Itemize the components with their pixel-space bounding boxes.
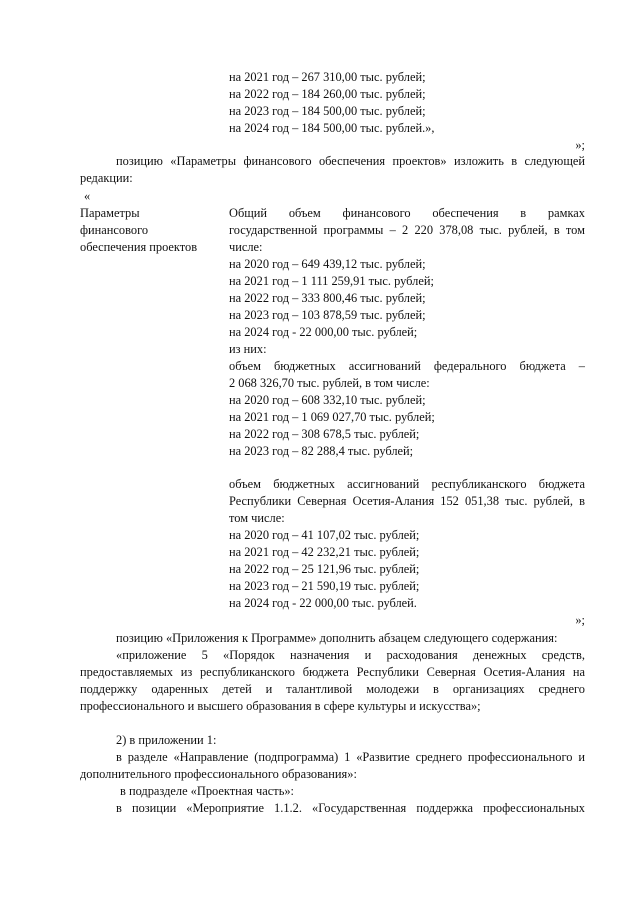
table-text-line: на 2024 год - 22 000,00 тыс. рублей. [229, 596, 417, 610]
razdel-line: в разделе «Направление (подпрограмма) 1 «Развитие среднего профессионального и [116, 750, 585, 764]
table-text-line: на 2020 год – 41 107,02 тыс. рублей; [229, 528, 420, 542]
table-text-line: том числе: [229, 511, 285, 525]
table-text-line: на 2020 год – 608 332,10 тыс. рублей; [229, 393, 426, 407]
table-text-line: на 2023 год – 103 878,59 тыс. рублей; [229, 308, 426, 322]
table-label-line: финансового [80, 223, 149, 237]
table-text-line: на 2022 год – 25 121,96 тыс. рублей; [229, 562, 420, 576]
top-list-item: на 2023 год – 184 500,00 тыс. рублей; [229, 104, 426, 118]
top-list-item: на 2021 год – 267 310,00 тыс. рублей; [229, 70, 426, 84]
table-text-line: государственной программы – 2 220 378,08 тыс. рублей, в том [229, 223, 585, 237]
table-text-line: объем бюджетных ассигнований республиканского бюджета [229, 477, 585, 491]
table-text-line: на 2023 год – 82 288,4 тыс. рублей; [229, 444, 414, 458]
paragraph-pozitsiya-2: позицию «Приложения к Программе» дополнить абзацем следующего содержания: [116, 631, 558, 645]
table-text-line: на 2022 год – 333 800,46 тыс. рублей; [229, 291, 426, 305]
table-text-line: 2 068 326,70 тыс. рублей, в том числе: [229, 376, 430, 390]
table-text-line: на 2022 год – 308 678,5 тыс. рублей; [229, 427, 420, 441]
razdel-line: дополнительного профессионального образования»: [80, 767, 357, 781]
appendix-line: профессионального и высшего образования в сфере культуры и искусства»; [80, 699, 481, 713]
table-text-line: на 2021 год – 1 069 027,70 тыс. рублей; [229, 410, 435, 424]
table-label-line: Параметры [80, 206, 140, 220]
appendix-line: поддержку одаренных детей и талантливой молодежи в организациях среднего [80, 682, 585, 696]
closing-quote: »; [575, 138, 585, 152]
table-text-line: числе: [229, 240, 263, 254]
item-2-heading: 2) в приложении 1: [116, 733, 217, 747]
paragraph-pozitsiya-1-cont: редакции: [80, 171, 133, 185]
table-text-line: Республики Северная Осетия-Алания 152 051,38 тыс. рублей, в [229, 494, 585, 508]
top-list-item: на 2022 год – 184 260,00 тыс. рублей; [229, 87, 426, 101]
top-list-item: на 2024 год – 184 500,00 тыс. рублей.», [229, 121, 435, 135]
appendix-line: предоставляемых из республиканского бюджета Республики Северная Осетия-Алания на [80, 665, 585, 679]
table-text-line: на 2021 год – 42 232,21 тыс. рублей; [229, 545, 420, 559]
table-text-line: Общий объем финансового обеспечения в рамках [229, 206, 585, 220]
table-label-line: обеспечения проектов [80, 240, 198, 254]
appendix-line: «приложение 5 «Порядок назначения и расходования денежных средств, [116, 648, 585, 662]
table-text-line: объем бюджетных ассигнований федерального бюджета – [229, 359, 585, 373]
table-text-line: на 2024 год - 22 000,00 тыс. рублей; [229, 325, 418, 339]
table-text-line: из них: [229, 342, 267, 356]
podrazdel-line: в подразделе «Проектная часть»: [120, 784, 294, 798]
closing-quote: »; [575, 613, 585, 627]
open-quote: « [84, 189, 91, 203]
pozitsii-line: в позиции «Мероприятие 1.1.2. «Государственная поддержка профессиональных [116, 801, 585, 815]
table-text-line: на 2021 год – 1 111 259,91 тыс. рублей; [229, 274, 434, 288]
table-text-line: на 2020 год – 649 439,12 тыс. рублей; [229, 257, 426, 271]
paragraph-pozitsiya-1: позицию «Параметры финансового обеспечения проектов» изложить в следующей [116, 154, 585, 168]
table-text-line: на 2023 год – 21 590,19 тыс. рублей; [229, 579, 420, 593]
